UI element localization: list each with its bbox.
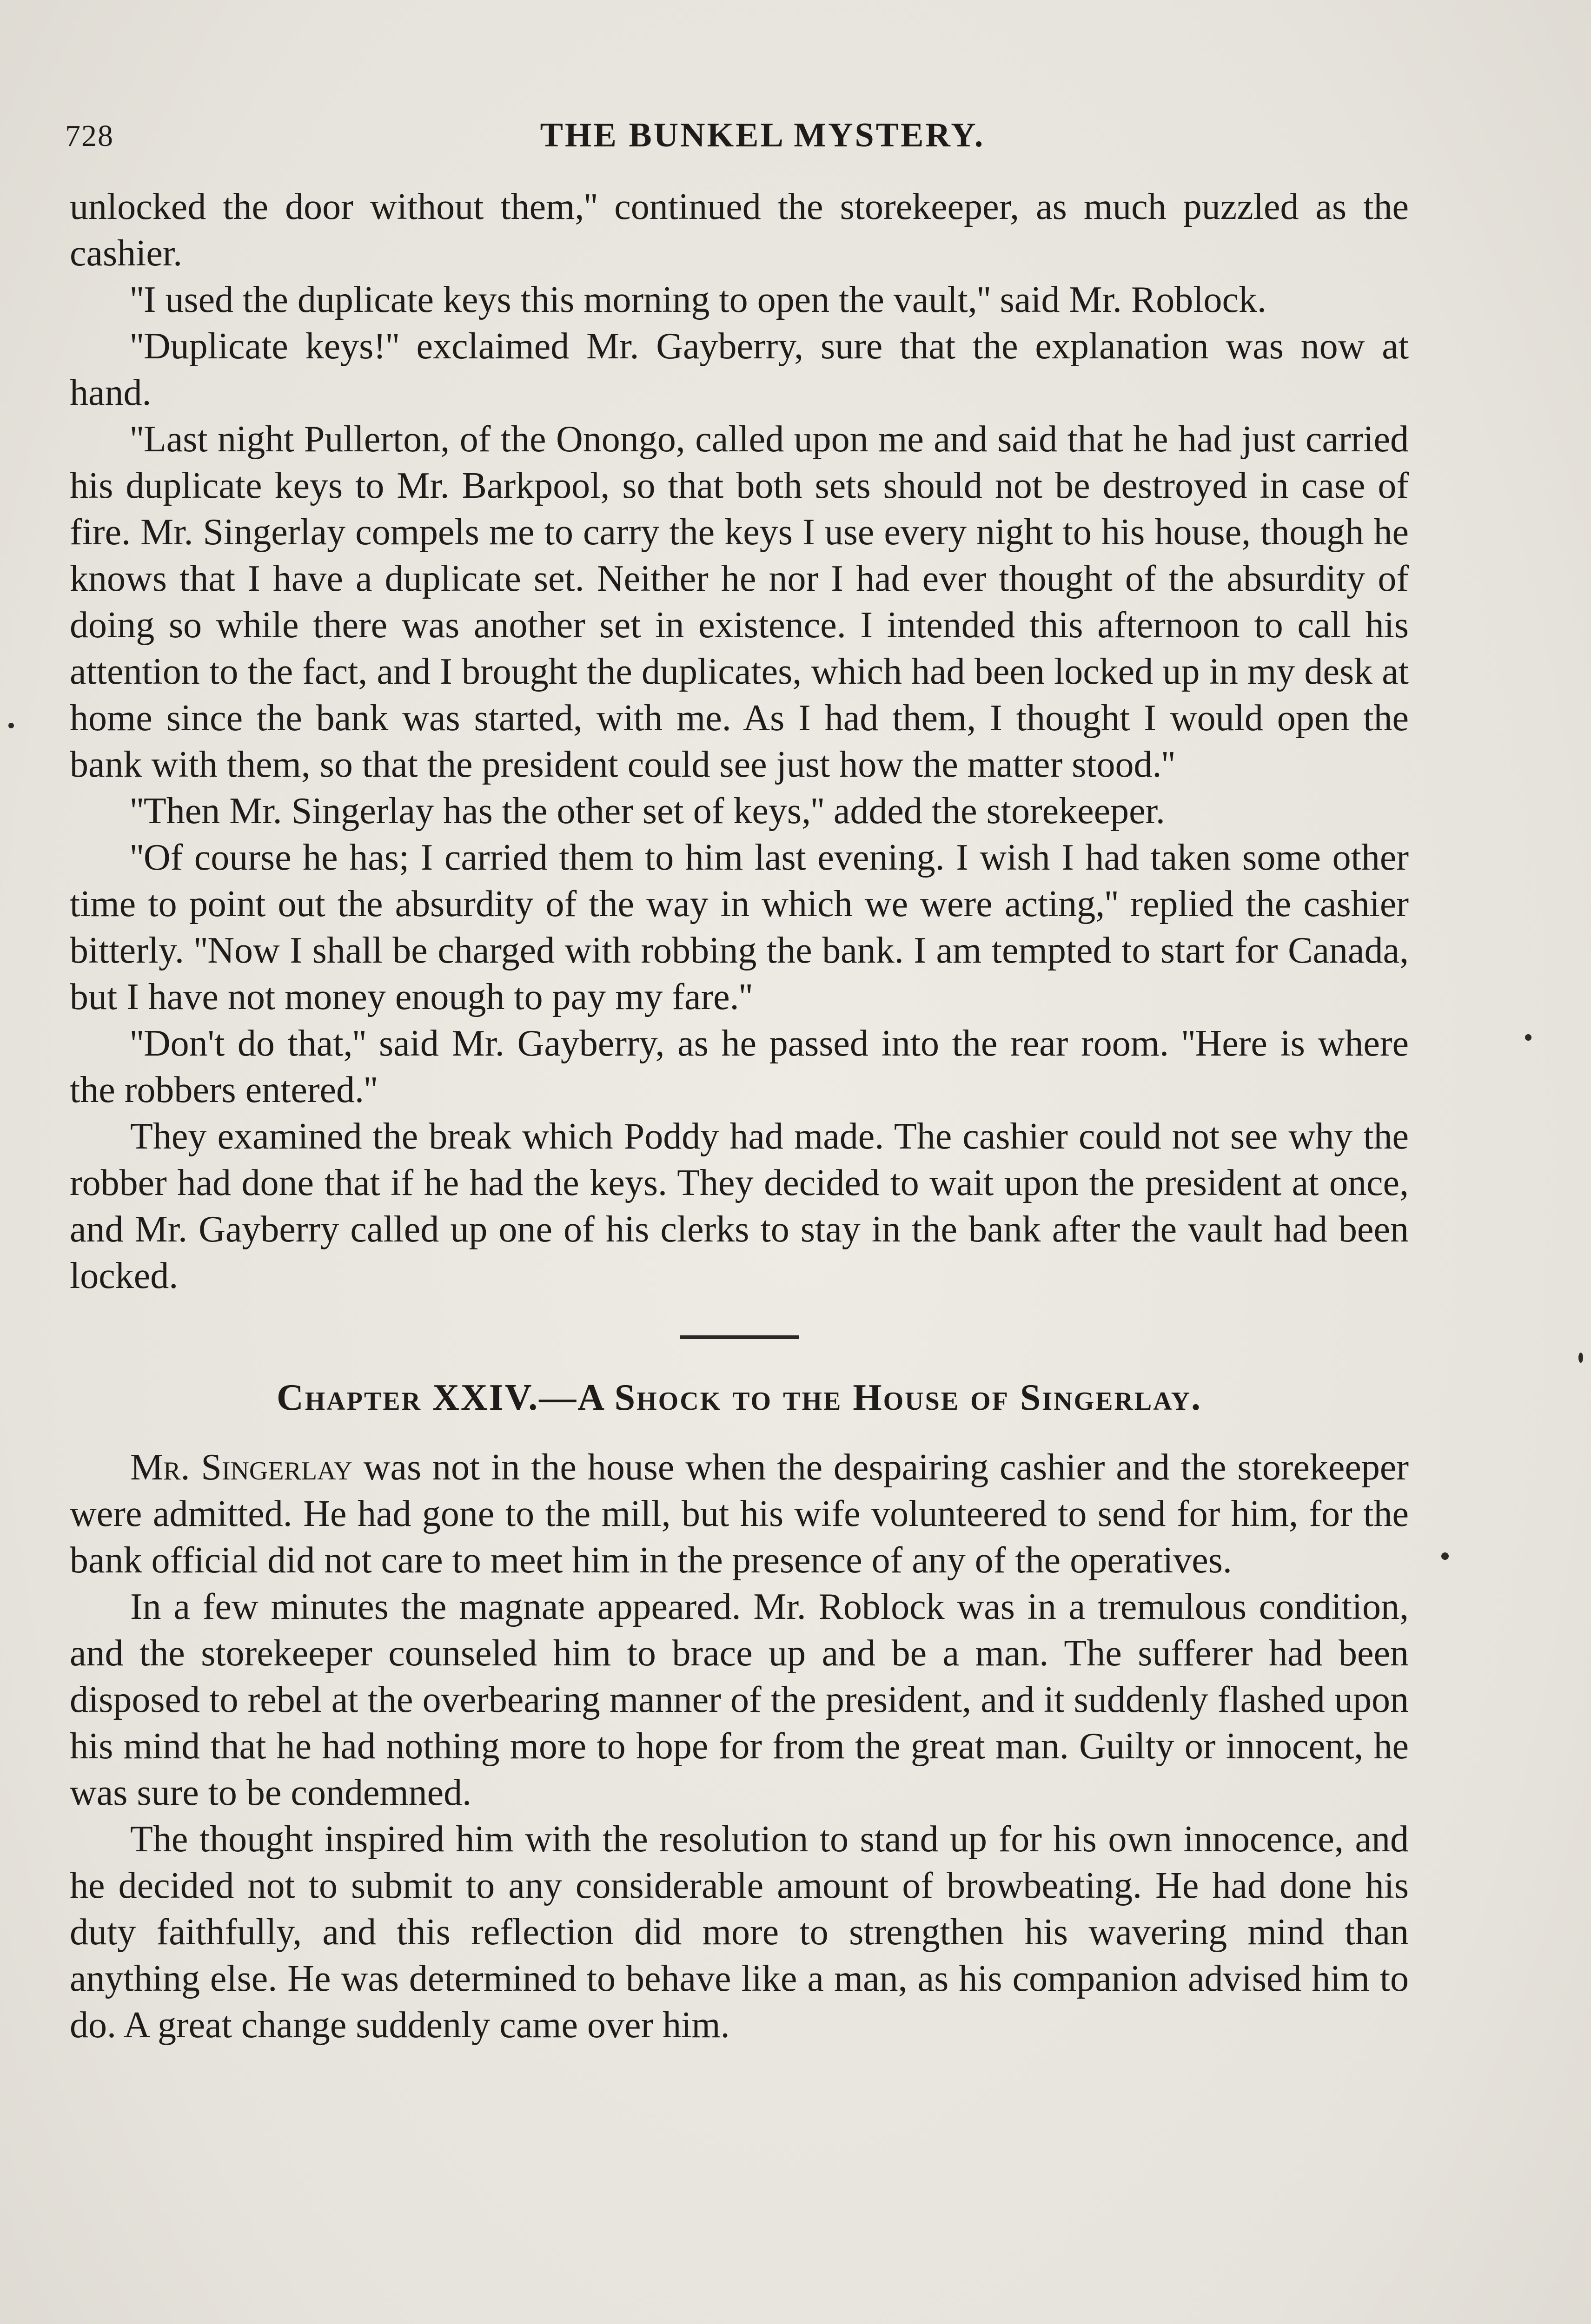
running-head: THE BUNKEL MYSTERY. — [540, 116, 985, 154]
body-text — [70, 184, 1409, 2048]
paragraph: The thought inspired him with the resolution to stand up for his own innocence, and he decided not to submit to any considerable amount of browbeating. He had done his duty faithfully, and this reflection did more to strengthen his wavering mind than anything else. He was determined to behave like a man, as his companion advised him to do. A great change suddenly came over him. — [70, 1819, 1409, 2046]
chapter-number: Chapter XXIV. — [276, 1377, 539, 1418]
paragraph: They examined the break which Poddy had made. The cashier could not see why the robber had done that if he had the keys. They decided to wait upon the president at once, and Mr. Gayberry called up one of his clerks to stay in the bank after the vault had been locked. — [70, 1116, 1409, 1296]
print-speck — [1441, 1552, 1449, 1560]
chapter-title: —A Shock to the House of Singerlay. — [539, 1377, 1202, 1418]
section-divider — [680, 1335, 799, 1339]
paragraph: ''Of course he has; I carried them to him last evening. I wish I had taken some other time to point out the absurdity of the way in which we were acting,'' replied the cashier bitterly. ''Now I shall be charged with robbing the bank. I am tempted to start for Canada, but I have not money enough to pay my fare.'' — [70, 837, 1409, 1017]
paragraph: ''Duplicate keys!'' exclaimed Mr. Gayberry, sure that the explanation was now at hand. — [70, 326, 1409, 413]
page-header — [65, 116, 1460, 165]
paragraph: ''Don't do that,'' said Mr. Gayberry, as he passed into the rear room. ''Here is where the robbers entered.'' — [70, 1023, 1409, 1110]
page-number: 728 — [65, 119, 114, 153]
paragraph: In a few minutes the magnate appeared. Mr. Roblock was in a tremulous condition, and the storekeeper counseled him to brace up and be a man. The sufferer had been disposed to rebel at the overbearing manner of the president, and it suddenly flashed upon his mind that he had nothing more to hope for from the great man. Guilty or innocent, he was sure to be condemned. — [70, 1586, 1409, 1813]
print-speck — [8, 723, 14, 728]
paragraph: ''I used the duplicate keys this morning to open the vault,'' said Mr. Roblock. — [130, 279, 1266, 320]
print-speck — [1525, 1034, 1531, 1041]
print-speck — [1578, 1353, 1583, 1363]
paragraph: ''Then Mr. Singerlay has the other set of keys,'' added the storekeeper. — [130, 791, 1165, 832]
paragraph-lead: Mr. Singerlay — [130, 1447, 352, 1488]
paragraph-body: was not in the house when the despairing cashier and the storekeeper were admitted. He had gone to the mill, but his wife volunteered to send for him, for the bank official did not care to meet him in the presence of any of the operatives. — [70, 1447, 1409, 1581]
paragraph — [70, 1444, 1409, 1584]
chapter-heading — [70, 1374, 1409, 1421]
paragraph: unlocked the door without them,'' continued the storekeeper, as much puzzled as the cashier. — [70, 186, 1409, 274]
paragraph: ''Last night Pullerton, of the Onongo, called upon me and said that he had just carried his duplicate keys to Mr. Barkpool, so that both sets should not be destroyed in case of fire. Mr. Singerlay compels me to carry the keys I use every night to his house, though he knows that I have a duplicate set. Neither he nor I had ever thought of the absurdity of doing so while there was another set in existence. I intended this afternoon to call his attention to the fact, and I brought the duplicates, which had been locked up in my desk at home since the bank was started, with me. As I had them, I thought I would open the bank with them, so that the president could see just how the matter stood.'' — [70, 419, 1409, 785]
